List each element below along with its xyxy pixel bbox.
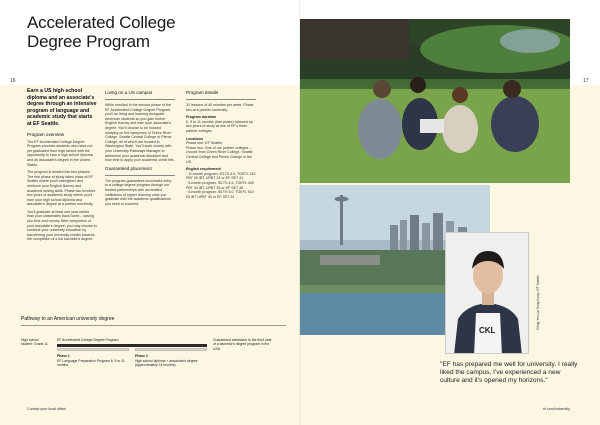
english-item: · 6-month program: IELTS 5.0, TOEFL 510 63 iBT UPBT 45 or EF SET 51 <box>186 190 254 199</box>
pathway-phase1-bar <box>57 348 129 351</box>
locations-phase-one: Phase one: EF Seattle <box>186 141 222 146</box>
divider <box>186 99 256 100</box>
english-item: · 11-month program: IELTS 4.0, TOEFL 243 PBT 26 iBT, UPBT 24 or EF SET 41 <box>186 171 256 181</box>
overview-heading: Program overview <box>27 131 65 137</box>
guarantee-heading: Guaranteed placement <box>105 165 152 171</box>
duration-heading: Program duration <box>186 115 217 120</box>
divider <box>105 175 175 176</box>
pathway-program-bar <box>57 344 207 347</box>
title-line-1: Accelerated College <box>27 13 176 32</box>
locations-heading: Locations <box>186 136 203 141</box>
pathway-title: Pathway to an American university degree <box>21 316 115 322</box>
page-number-right: 17 <box>583 78 589 84</box>
lead-paragraph: Earn a US high school diploma and an associate's degree through an intensive program of language and academic study that starts at EF Seattle. <box>27 88 97 127</box>
student-portrait-photo <box>445 232 529 354</box>
overview-paragraph-1: The EF Accelerated College Degree Program provides students who have not yet graduated from high school with the opportunity to earn a high school diploma and an associate's degree in the United States. <box>27 139 93 167</box>
pathway-start: High school student: Grade 11 <box>21 338 48 347</box>
details-paragraph: 32 lessons of 40 minutes per week. Phase two at a partner university. <box>186 103 254 112</box>
locations-phase-two: Phase two: One of our partner colleges – choose from Green River College, Seattle Central College and Pierce College in the US. <box>186 145 253 164</box>
contact-footer: Contact your local office! <box>27 407 67 411</box>
students-on-lawn-photo <box>300 19 570 183</box>
portrait-caption: Ching-Yeu Lai Hong Kong • EF Seattle <box>536 275 540 330</box>
campus-paragraph: While enrolled in the second phase of the EF Accelerated College Degree Program, you'll be living and learning alongside American students so you gain further English fluency and earn your associate's degree. You'll choose to be housed studying on the campuses of Green River College, Seattle Central College or Pierce College, all of which are located in Washington State. You'll work closely with your University Pathways Manager to determine your academic discipline and how best to apply your academic credit hits. <box>105 103 175 163</box>
english-item: · 9-month program: IELTS 4.5, TOEFL 400 PBT 34 iBT, UPBT 35 or EF SET 46 <box>186 180 254 190</box>
testimonial-quote: "EF has prepared me well for university. I really liked the campus, I've experienced a new culture and it's opened my horizons." <box>440 361 578 385</box>
pathway-program-label: EF Accelerated College Degree Program <box>57 338 119 342</box>
english-heading: English requirement <box>186 167 221 172</box>
title-line-2: Degree Program <box>27 32 150 51</box>
duration-paragraph: 6, 9 or 11 months (first phase) followed by two years of study at one of EF's three partner colleges. <box>186 119 253 133</box>
column-details <box>186 88 256 199</box>
column-campus <box>105 88 175 209</box>
column-overview <box>27 88 97 245</box>
pathway-divider <box>21 325 286 326</box>
svg-text:CKL: CKL <box>479 326 496 335</box>
website-link[interactable]: ef.com/university <box>543 407 570 411</box>
phase2-text: High school diploma + associate's degree (Approximately 24 months) <box>135 359 198 368</box>
phase1-label: Phase 1 <box>57 354 70 358</box>
pathway-diagram <box>21 316 286 368</box>
phase2-label: Phase 2 <box>135 354 148 358</box>
overview-paragraph-2: The program is divided into two phases: The first phase of study takes place at EF Seattle where you'll strengthen and reinforce your English fluency and academic writing skills. Phase two involves two years of academic study where you'll earn your high school diploma and associate's degree at a partner university. <box>27 170 96 207</box>
campus-heading: Living on a US campus <box>105 90 153 95</box>
guarantee-paragraph: The program guarantees successful entry to a college degree program through our trusted partnerships with accredited institutions of higher learning once you graduate with the academic qualifications you need to succeed. <box>105 178 172 206</box>
page-number-left: 16 <box>10 78 16 84</box>
details-heading: Program details <box>186 90 219 95</box>
phase1-text: EF Language Preparation Program 6, 9 or 11 months <box>57 359 125 368</box>
overview-paragraph-3: You'll graduate at least one year earlier than your classmates back home – saving you time and money. After completion of your associate's degree, you may choose to continue your university education by transferring your university credits towards the completion of a full bachelor's degree. <box>27 209 98 242</box>
pathway-phase2-bar <box>135 348 207 351</box>
divider <box>105 99 175 100</box>
pathway-end: Guaranteed admission to the third year of a bachelor's degree program in the USA <box>213 338 272 351</box>
page-title <box>27 13 227 51</box>
